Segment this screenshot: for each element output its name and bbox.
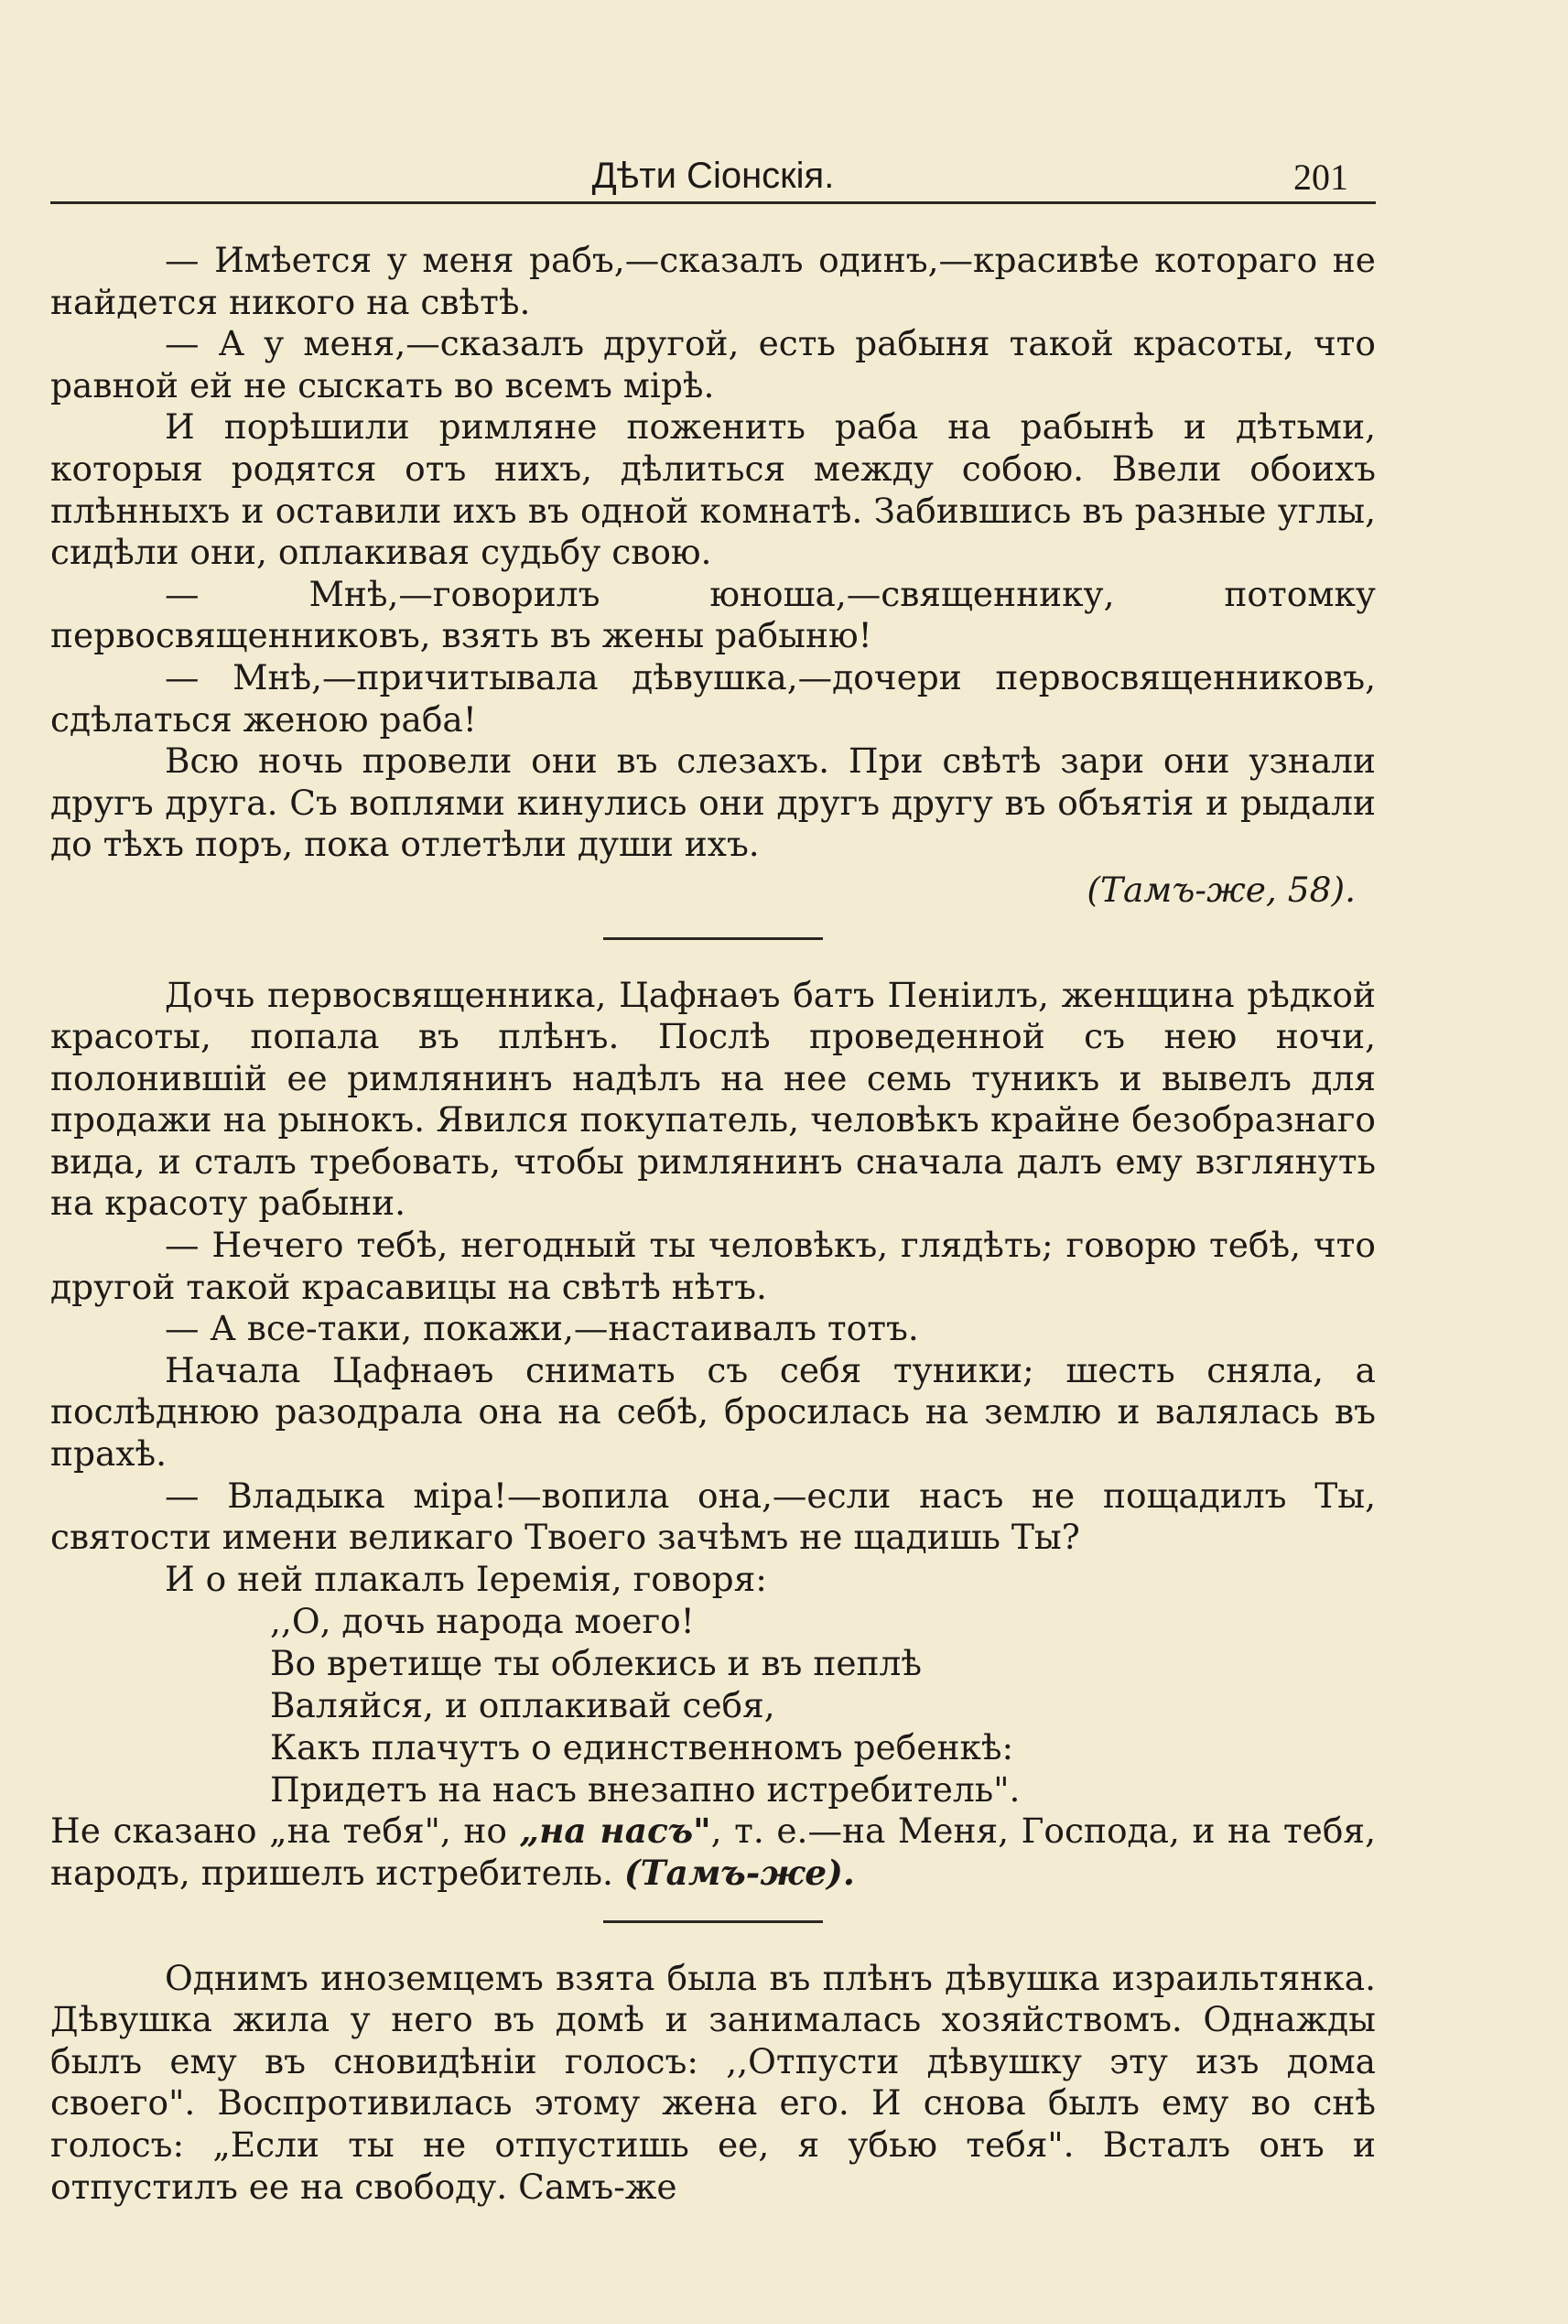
source-citation: (Тамъ-же, 58). bbox=[1087, 869, 1356, 910]
paragraph: И порѣшили римляне поженить раба на рабынѣ и дѣтьми, которыя родятся отъ нихъ, дѣлиться между собою. Ввели обоихъ плѣнныхъ и оставили ихъ въ одной комнатѣ. Забившись въ разные углы, сидѣли они, оплакивая судьбу свою. bbox=[50, 406, 1376, 573]
page-title: Дѣти Сіонскія. bbox=[591, 156, 835, 196]
verse-line: Во вретище ты облекись и въ пеплѣ bbox=[270, 1643, 922, 1684]
verse-quote bbox=[270, 1600, 1376, 1811]
paragraph: — Владыка міра!—вопила она,—если насъ не пощадилъ Ты, святости имени великаго Твоего зачѣмъ не щадишь Ты? bbox=[50, 1475, 1376, 1558]
emphasis: „на насъ" bbox=[519, 1811, 711, 1852]
closing-text: , т. е.—на Меня, Господа, и на тебя, народъ, пришелъ истребитель. bbox=[50, 1811, 1376, 1893]
closing-paragraph bbox=[50, 1811, 1376, 1894]
paragraph: Начала Цафнаѳъ снимать съ себя туники; шесть сняла, а послѣднюю разодрала она на себѣ, бросилась на землю и валялась въ прахѣ. bbox=[50, 1349, 1376, 1475]
verse-line: ,,О, дочь народа моего! bbox=[270, 1601, 695, 1642]
paragraph: И о ней плакалъ Іеремія, говоря: bbox=[165, 1558, 767, 1599]
running-header bbox=[50, 156, 1376, 204]
source-citation: (Тамъ-же). bbox=[623, 1853, 855, 1893]
section-divider bbox=[603, 1920, 823, 1923]
verse-line: Придетъ на насъ внезапно истребитель". bbox=[270, 1769, 1021, 1811]
closing-text: Не сказано „на тебя", но bbox=[50, 1811, 520, 1852]
section-divider bbox=[603, 937, 823, 940]
paragraph: Дочь первосвященника, Цафнаѳъ батъ Пеніилъ, женщина рѣдкой красоты, попала въ плѣнъ. Послѣ проведенной съ нею ночи, полонившій ее римлянинъ надѣлъ на нее семь туникъ и вывелъ для продажи на рынокъ. Явился покупатель, человѣкъ крайне безобразнаго вида, и сталъ требовать, чтобы римлянинъ сначала далъ ему взглянуть на красоту рабыни. bbox=[50, 974, 1376, 1224]
paragraph: — Имѣется у меня рабъ,—сказалъ одинъ,—красивѣе котораго не найдется никого на свѣтѣ. bbox=[50, 240, 1376, 322]
section-2 bbox=[50, 975, 1376, 1895]
paragraph: — А все-таки, покажи,—настаивалъ тотъ. bbox=[165, 1308, 919, 1349]
paragraph: — Мнѣ,—говорилъ юноша,—священнику, потомку первосвященниковъ, взять въ жены рабыню! bbox=[50, 573, 1376, 656]
verse-line: Какъ плачутъ о единственномъ ребенкѣ: bbox=[270, 1727, 1014, 1768]
paragraph: Всю ночь провели они въ слезахъ. При свѣтѣ зари они узнали другъ друга. Съ воплями кинулись они другъ другу въ объятія и рыдали до тѣхъ поръ, пока отлетѣли души ихъ. bbox=[50, 740, 1376, 865]
paragraph: — Мнѣ,—причитывала дѣвушка,—дочери первосвященниковъ, сдѣлаться женою раба! bbox=[50, 656, 1376, 740]
paragraph: — Нечего тебѣ, негодный ты человѣкъ, глядѣть; говорю тебѣ, что другой такой красавицы на свѣтѣ нѣтъ. bbox=[50, 1225, 1376, 1307]
section-1 bbox=[50, 240, 1376, 912]
page-body bbox=[50, 240, 1376, 2208]
page-number: 201 bbox=[1293, 157, 1348, 198]
section-3 bbox=[50, 1958, 1376, 2209]
paragraph: — А у меня,—сказалъ другой, есть рабыня такой красоты, что равной ей не сыскать во всемъ мірѣ. bbox=[50, 323, 1376, 405]
paragraph: Однимъ иноземцемъ взята была въ плѣнъ дѣвушка израильтянка. Дѣвушка жила у него въ домѣ и занималась хозяйствомъ. Однажды былъ ему въ сновидѣніи голосъ: ,,Отпусти дѣвушку эту изъ дома своего". Воспротивилась этому жена его. И снова былъ ему во снѣ голосъ: „Если ты не отпустишь ее, я убью тебя". Всталъ онъ и отпустилъ ее на свободу. Самъ-же bbox=[50, 1957, 1376, 2207]
verse-line: Валяйся, и оплакивай себя, bbox=[270, 1685, 775, 1726]
